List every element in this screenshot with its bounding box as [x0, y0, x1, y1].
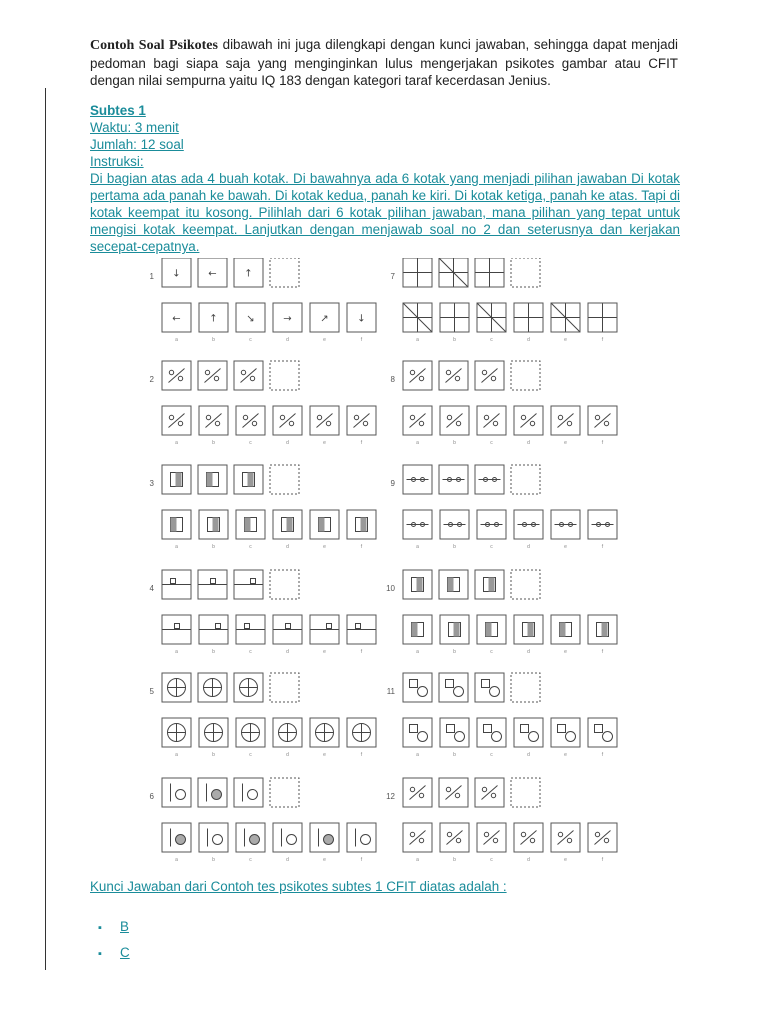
option-box: [440, 615, 469, 655]
option-box: [162, 510, 191, 550]
option-box: [347, 406, 376, 446]
svg-text:↘: ↘: [246, 313, 255, 325]
question-box: [162, 258, 191, 287]
empty-answer-box: [270, 570, 299, 599]
option-box: [588, 406, 617, 446]
option-box: [199, 510, 228, 550]
puzzle-problem: [150, 778, 376, 863]
subtest-section: [90, 102, 680, 255]
option-box: [236, 823, 265, 863]
question-box: [234, 778, 263, 807]
option-box: [551, 718, 580, 758]
empty-answer-box: [270, 778, 299, 807]
puzzle-problem: [150, 258, 376, 343]
option-box: [199, 823, 228, 863]
option-letter: a: [416, 649, 419, 655]
option-box: [551, 615, 580, 655]
svg-text:←: ←: [172, 313, 181, 325]
option-letter: a: [416, 337, 419, 343]
option-box: [514, 406, 543, 446]
option-letter: c: [490, 544, 493, 550]
cfit-puzzle-figure: [140, 258, 620, 870]
option-letter: f: [601, 544, 604, 550]
option-box: [236, 615, 265, 655]
option-letter: d: [527, 649, 530, 655]
option-box: [199, 406, 228, 446]
option-letter: c: [490, 337, 493, 343]
option-box: [199, 303, 228, 343]
option-letter: f: [601, 857, 604, 863]
margin-line: [45, 88, 46, 970]
option-letter: a: [175, 752, 178, 758]
option-letter: b: [212, 544, 215, 550]
option-box: [403, 615, 432, 655]
empty-answer-box: [511, 361, 540, 390]
option-letter: b: [453, 337, 456, 343]
question-box: [439, 673, 468, 702]
option-box: [199, 718, 228, 758]
question-box: [403, 570, 432, 599]
option-box: [588, 510, 617, 550]
option-letter: d: [286, 649, 289, 655]
option-letter: d: [527, 337, 530, 343]
option-box: [236, 510, 265, 550]
option-letter: b: [453, 649, 456, 655]
option-letter: a: [416, 857, 419, 863]
option-letter: b: [453, 752, 456, 758]
option-box: [236, 718, 265, 758]
option-letter: b: [453, 544, 456, 550]
option-letter: c: [249, 649, 252, 655]
option-box: [588, 303, 617, 343]
option-letter: f: [360, 440, 363, 446]
question-box: [475, 778, 504, 807]
question-box: [234, 465, 263, 494]
option-letter: d: [527, 857, 530, 863]
option-letter: b: [212, 857, 215, 863]
question-box: [403, 465, 432, 494]
option-letter: b: [212, 440, 215, 446]
answer-value[interactable]: C: [120, 945, 130, 960]
option-box: [477, 510, 506, 550]
problem-number: 10: [386, 584, 395, 593]
answer-value[interactable]: B: [120, 919, 129, 934]
option-box: [551, 406, 580, 446]
option-box: [347, 718, 376, 758]
question-box: [162, 673, 191, 702]
option-box: [440, 406, 469, 446]
puzzle-problem: [150, 465, 376, 550]
option-box: [347, 615, 376, 655]
option-box: [403, 823, 432, 863]
empty-answer-box: [511, 673, 540, 702]
problem-number: 3: [149, 479, 154, 488]
question-box: [439, 361, 468, 390]
empty-answer-box: [511, 778, 540, 807]
question-box: [162, 361, 191, 390]
question-box: [439, 258, 468, 287]
option-letter: a: [175, 649, 178, 655]
question-box: [475, 673, 504, 702]
option-letter: d: [286, 752, 289, 758]
option-letter: a: [175, 544, 178, 550]
empty-answer-box: [270, 361, 299, 390]
option-box: [588, 718, 617, 758]
option-letter: d: [527, 752, 530, 758]
option-letter: e: [323, 649, 326, 655]
option-letter: f: [601, 649, 604, 655]
problem-number: 9: [390, 479, 395, 488]
option-box: [162, 718, 191, 758]
svg-text:↓: ↓: [357, 313, 366, 325]
option-letter: a: [416, 440, 419, 446]
option-letter: c: [490, 857, 493, 863]
option-letter: e: [323, 337, 326, 343]
option-letter: b: [453, 440, 456, 446]
option-box: [347, 303, 376, 343]
option-letter: d: [286, 337, 289, 343]
question-box: [475, 570, 504, 599]
answer-key-heading: Kunci Jawaban dari Contoh tes psikotes subtes 1 CFIT diatas adalah :: [90, 879, 507, 894]
problem-number: 4: [149, 584, 154, 593]
bullet-icon: ▪: [98, 948, 102, 960]
option-box: [514, 823, 543, 863]
problem-number: 2: [149, 375, 154, 384]
question-box: [475, 258, 504, 287]
option-box: [440, 718, 469, 758]
question-box: [439, 465, 468, 494]
option-box: [477, 303, 506, 343]
option-box: [403, 510, 432, 550]
option-letter: c: [490, 752, 493, 758]
answer-list: [98, 918, 130, 970]
option-box: [551, 510, 580, 550]
option-letter: d: [286, 440, 289, 446]
option-letter: e: [323, 857, 326, 863]
option-box: [440, 823, 469, 863]
option-letter: a: [175, 337, 178, 343]
option-letter: c: [490, 440, 493, 446]
empty-answer-box: [270, 673, 299, 702]
option-letter: d: [286, 544, 289, 550]
option-letter: b: [453, 857, 456, 863]
option-box: [310, 406, 339, 446]
option-letter: f: [601, 337, 604, 343]
empty-answer-box: [511, 465, 540, 494]
option-letter: a: [175, 440, 178, 446]
option-letter: a: [175, 857, 178, 863]
option-box: [273, 615, 302, 655]
question-box: [234, 361, 263, 390]
option-letter: a: [416, 752, 419, 758]
question-box: [475, 465, 504, 494]
empty-answer-box: [270, 258, 299, 287]
problem-number: 8: [390, 375, 395, 384]
option-box: [514, 303, 543, 343]
option-letter: e: [323, 752, 326, 758]
option-letter: a: [416, 544, 419, 550]
option-letter: f: [360, 544, 363, 550]
puzzle-problem: [150, 570, 376, 655]
option-box: [551, 303, 580, 343]
question-box: [403, 258, 432, 287]
option-letter: f: [360, 857, 363, 863]
option-letter: b: [212, 649, 215, 655]
instructions-text: Di bagian atas ada 4 buah kotak. Di bawahnya ada 6 kotak yang menjadi pilihan jawaban Di kotak pertama ada panah ke bawah. Di kotak kedua, panah ke kiri. Di kotak ketiga, panah ke atas. Tapi di kotak keempat itu kosong. Pilihlah dari 6 kotak pilihan jawaban, mana pilihan yang tepat untuk mengisi kotak keempat. Lanjutkan dengan menjawab soal no 2 dan seterusnya dan kerjakan secepat-cepatnya.: [90, 171, 680, 254]
question-box: [162, 465, 191, 494]
instructions-label: Instruksi:: [90, 154, 144, 169]
question-box: [403, 673, 432, 702]
option-box: [273, 718, 302, 758]
puzzle-problem: [391, 465, 617, 550]
option-letter: e: [323, 440, 326, 446]
option-box: [199, 615, 228, 655]
option-box: [403, 406, 432, 446]
option-box: [236, 406, 265, 446]
option-letter: b: [212, 337, 215, 343]
question-box: [234, 258, 263, 287]
option-box: [162, 406, 191, 446]
option-box: [273, 406, 302, 446]
option-box: [477, 823, 506, 863]
puzzle-problem: [391, 258, 617, 343]
question-box: [198, 258, 227, 287]
option-letter: e: [564, 857, 567, 863]
question-box: [162, 570, 191, 599]
option-box: [310, 303, 339, 343]
answer-item: [98, 918, 130, 944]
question-box: [403, 361, 432, 390]
option-letter: c: [249, 752, 252, 758]
bullet-icon: ▪: [98, 922, 102, 934]
option-box: [236, 303, 265, 343]
question-box: [234, 570, 263, 599]
intro-text: dibawah ini juga dilengkapi dengan kunci jawaban, sehingga dapat menjadi pedoman bagi siapa saja yang menginginkan lulus mengerjakan psikotes gambar atau CFIT dengan nilai sempurna yaitu IQ 183 dengan kategori taraf kecerdasan Jenius.: [90, 37, 678, 88]
puzzle-problem: [391, 361, 617, 446]
option-box: [477, 615, 506, 655]
svg-text:↑: ↑: [209, 313, 218, 325]
option-letter: f: [360, 337, 363, 343]
option-box: [310, 615, 339, 655]
question-box: [475, 361, 504, 390]
option-letter: d: [527, 544, 530, 550]
question-box: [198, 361, 227, 390]
question-box: [439, 778, 468, 807]
problem-number: 1: [149, 272, 154, 281]
subtest-count: Jumlah: 12 soal: [90, 137, 184, 152]
problem-number: 12: [386, 792, 395, 801]
empty-answer-box: [511, 258, 540, 287]
puzzle-problem: [386, 778, 617, 863]
option-letter: b: [212, 752, 215, 758]
option-box: [514, 615, 543, 655]
option-box: [310, 823, 339, 863]
problem-number: 7: [390, 272, 395, 281]
option-box: [477, 718, 506, 758]
option-box: [162, 615, 191, 655]
question-box: [234, 673, 263, 702]
option-letter: e: [564, 440, 567, 446]
option-letter: f: [360, 752, 363, 758]
question-box: [198, 570, 227, 599]
option-box: [403, 303, 432, 343]
option-box: [162, 823, 191, 863]
option-box: [440, 510, 469, 550]
intro-lead: Contoh Soal Psikotes: [90, 38, 218, 53]
option-box: [310, 718, 339, 758]
option-box: [162, 303, 191, 343]
problem-number: 5: [149, 687, 154, 696]
option-letter: c: [249, 440, 252, 446]
option-box: [273, 510, 302, 550]
puzzle-problem: [387, 673, 617, 758]
problem-number: 11: [386, 687, 395, 696]
empty-answer-box: [511, 570, 540, 599]
option-box: [310, 510, 339, 550]
question-box: [198, 673, 227, 702]
empty-answer-box: [270, 465, 299, 494]
option-letter: e: [323, 544, 326, 550]
option-letter: d: [286, 857, 289, 863]
option-letter: c: [249, 544, 252, 550]
puzzle-problem: [386, 570, 617, 655]
option-letter: f: [360, 649, 363, 655]
subtest-title: Subtes 1: [90, 103, 146, 118]
question-box: [198, 465, 227, 494]
option-letter: e: [564, 649, 567, 655]
option-box: [477, 406, 506, 446]
option-box: [588, 823, 617, 863]
option-box: [347, 823, 376, 863]
svg-text:←: ←: [208, 268, 217, 280]
subtest-time: Waktu: 3 menit: [90, 120, 179, 135]
svg-text:↗: ↗: [320, 313, 329, 325]
option-letter: c: [249, 857, 252, 863]
option-box: [347, 510, 376, 550]
problem-number: 6: [149, 792, 154, 801]
option-box: [588, 615, 617, 655]
question-box: [198, 778, 227, 807]
svg-text:↑: ↑: [244, 268, 253, 280]
answer-item: [98, 944, 130, 970]
option-letter: c: [249, 337, 252, 343]
svg-text:→: →: [283, 313, 292, 325]
option-box: [273, 823, 302, 863]
puzzle-problem: [150, 673, 376, 758]
option-letter: f: [601, 752, 604, 758]
option-letter: f: [601, 440, 604, 446]
option-box: [440, 303, 469, 343]
option-box: [514, 510, 543, 550]
question-box: [162, 778, 191, 807]
puzzle-problem: [150, 361, 376, 446]
option-box: [273, 303, 302, 343]
option-box: [514, 718, 543, 758]
option-box: [403, 718, 432, 758]
question-box: [439, 570, 468, 599]
option-letter: c: [490, 649, 493, 655]
option-letter: e: [564, 337, 567, 343]
option-letter: e: [564, 752, 567, 758]
question-box: [403, 778, 432, 807]
option-letter: d: [527, 440, 530, 446]
option-letter: e: [564, 544, 567, 550]
svg-text:↓: ↓: [172, 268, 181, 280]
option-box: [551, 823, 580, 863]
intro-paragraph: [90, 36, 678, 90]
